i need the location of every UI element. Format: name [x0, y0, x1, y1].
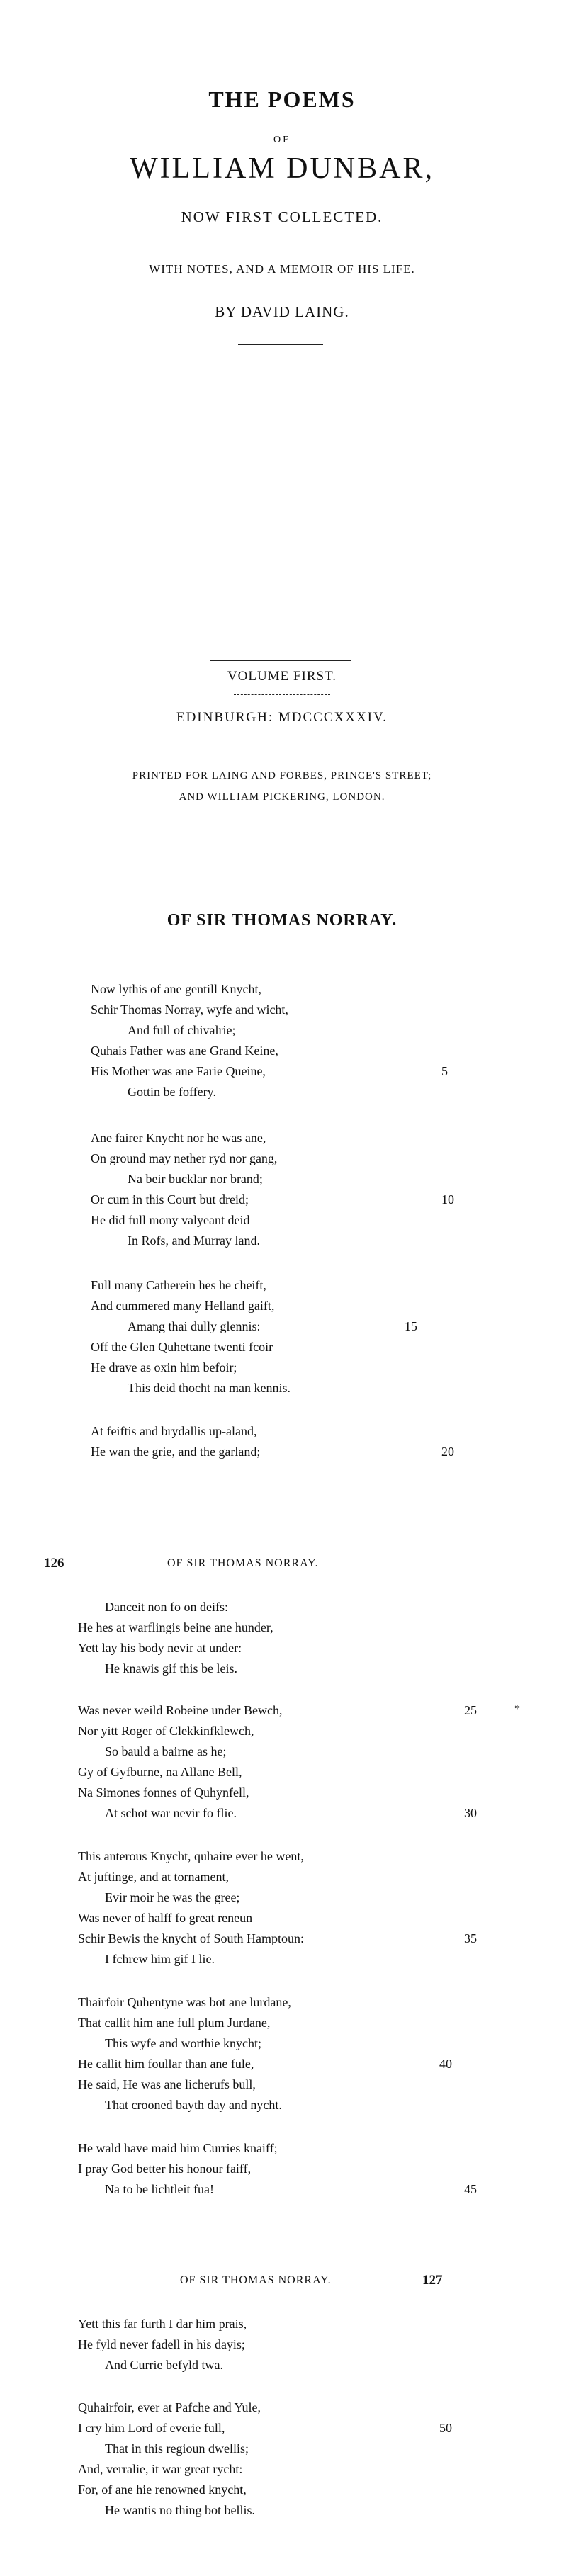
printer-line-1: PRINTED FOR LAING AND FORBES, PRINCE'S STREET; — [132, 770, 432, 781]
line-number: 50 — [439, 2421, 452, 2435]
poem-line: Na to be lichtleit fua! 45 — [78, 2179, 446, 2200]
poem-line: Schir Bewis the knycht of South Hamptoun: 35 — [78, 1928, 446, 1949]
poem-line: On ground may nether ryd nor gang, — [91, 1151, 278, 1165]
poem-line: Evir moir he was the gree; — [105, 1890, 240, 1904]
poem-line: Nor yitt Roger of Clekkinfklewch, — [78, 1724, 254, 1738]
poem-line: Na beir bucklar nor brand; — [128, 1172, 263, 1186]
volume-label: VOLUME FIRST. — [227, 669, 337, 684]
poem-line: At feiftis and brydallis up-aland, — [91, 1424, 257, 1438]
poem-line: That in this regioun dwellis; — [105, 2441, 249, 2456]
stanza-6 — [78, 1700, 477, 1824]
margin-mark: * — [514, 1703, 520, 1715]
poem-line: Or cum in this Court but dreid; 10 — [91, 1190, 459, 1210]
printer-line-2: AND WILLIAM PICKERING, LONDON. — [179, 791, 385, 803]
book-author: WILLIAM DUNBAR, — [130, 152, 434, 185]
poem-line: He fyld never fadell in his dayis; — [78, 2337, 245, 2351]
poem-line: I cry him Lord of everie full, 50 — [78, 2418, 446, 2439]
running-header-127: OF SIR THOMAS NORRAY. — [180, 2274, 332, 2286]
poem-title: OF SIR THOMAS NORRAY. — [167, 911, 397, 930]
stanza-7 — [78, 1846, 477, 1970]
line-number: 5 — [441, 1064, 448, 1078]
poem-line: And, verralie, it war great rycht: — [78, 2462, 243, 2476]
poem-line: Was never of halff fo great reneun — [78, 1911, 253, 1925]
poem-line: And Currie befyld twa. — [105, 2358, 223, 2372]
stanza-5 — [78, 1597, 446, 1679]
poem-line: He callit him foullar than ane fule, 40 — [78, 2054, 446, 2074]
poem-line: For, of ane hie renowned knycht, — [78, 2482, 247, 2497]
page-number-127: 127 — [422, 2273, 443, 2288]
line-number: 35 — [464, 1931, 477, 1945]
poem-line: Yett this far furth I dar him prais, — [78, 2317, 247, 2331]
poem-line: At schot war nevir fo flie. 30 — [78, 1803, 446, 1824]
poem-line: Amang thai dully glennis: 15 — [91, 1316, 459, 1337]
line-number: 25 — [464, 1703, 477, 1717]
poem-line: Thairfoir Quhentyne was bot ane lurdane, — [78, 1995, 291, 2009]
line-number: 45 — [464, 2182, 477, 2196]
line-number: 10 — [441, 1192, 454, 1207]
stanza-8 — [78, 1992, 452, 2115]
printer-info — [0, 765, 564, 808]
poem-line: His Mother was ane Farie Queine, 5 — [91, 1061, 459, 1082]
stanza-11 — [78, 2397, 452, 2521]
poem-line: At juftinge, and at tornament, — [78, 1870, 229, 1884]
poem-line: Gottin be foffery. — [128, 1085, 216, 1099]
book-collected: NOW FIRST COLLECTED. — [181, 208, 383, 225]
stanza-4 — [91, 1421, 459, 1462]
volume-rule-bottom — [234, 694, 330, 695]
poem-line: Schir Thomas Norray, wyfe and wicht, — [91, 1002, 288, 1017]
poem-line: This wyfe and worthie knycht; — [105, 2036, 261, 2050]
volume-rule-top — [210, 660, 351, 661]
stanza-9 — [78, 2138, 477, 2200]
book-title: THE POEMS — [208, 86, 356, 112]
title-divider — [238, 344, 323, 345]
poem-line: This anterous Knycht, quhaire ever he went, — [78, 1849, 304, 1863]
poem-line: He drave as oxin him befoir; — [91, 1360, 237, 1374]
line-number: 30 — [464, 1806, 477, 1820]
poem-line: This deid thocht na man kennis. — [128, 1381, 291, 1395]
poem-line: He wantis no thing bot bellis. — [105, 2503, 255, 2517]
poem-line: He wald have maid him Curries knaiff; — [78, 2141, 278, 2155]
stanza-10 — [78, 2314, 446, 2376]
line-number: 15 — [405, 1319, 417, 1333]
poem-line: Full many Catherein hes he cheift, — [91, 1278, 266, 1292]
poem-line: Na Simones fonnes of Quhynfell, — [78, 1785, 249, 1800]
book-notes-line: WITH NOTES, AND A MEMOIR OF HIS LIFE. — [149, 262, 415, 276]
poem-line: And full of chivalrie; — [128, 1023, 236, 1037]
poem-line: Quhais Father was ane Grand Keine, — [91, 1044, 278, 1058]
page-number-126: 126 — [44, 1556, 64, 1571]
poem-line: I pray God better his honour faiff, — [78, 2162, 252, 2176]
poem-line: So bauld a bairne as he; — [105, 1744, 227, 1758]
poem-line: Now lythis of ane gentill Knycht, — [91, 982, 261, 996]
poem-line: He knawis gif this be leis. — [105, 1661, 237, 1676]
poem-line: That crooned bayth day and nycht. — [105, 2098, 282, 2112]
poem-line: That callit him ane full plum Jurdane, — [78, 2016, 271, 2030]
poem-line: Yett lay his body nevir at under: — [78, 1641, 242, 1655]
poem-line: He did full mony valyeant deid — [91, 1213, 250, 1227]
poem-line: He wan the grie, and the garland; 20 — [91, 1442, 459, 1462]
poem-line: Danceit non fo on deifs: — [105, 1600, 228, 1614]
poem-line: Off the Glen Quhettane twenti fcoir — [91, 1340, 273, 1354]
book-title-of: OF — [273, 135, 291, 145]
running-header-126: OF SIR THOMAS NORRAY. — [167, 1557, 319, 1569]
poem-line: And cummered many Helland gaift, — [91, 1299, 275, 1313]
poem-line: He hes at warflingis beine ane hunder, — [78, 1620, 273, 1634]
poem-line: Quhairfoir, ever at Pafche and Yule, — [78, 2400, 261, 2414]
poem-line: Was never weild Robeine under Bewch, 25 — [78, 1700, 446, 1721]
poem-line: Ane fairer Knycht nor he was ane, — [91, 1131, 266, 1145]
imprint: EDINBURGH: MDCCCXXXIV. — [176, 710, 388, 725]
poem-line: Gy of Gyfburne, na Allane Bell, — [78, 1765, 242, 1779]
stanza-2 — [91, 1128, 459, 1251]
stanza-3 — [91, 1275, 459, 1399]
line-number: 40 — [439, 2057, 452, 2071]
poem-line: He said, He was ane licherufs bull, — [78, 2077, 256, 2091]
stanza-1 — [91, 979, 459, 1102]
poem-line: I fchrew him gif I lie. — [105, 1952, 215, 1966]
poem-line: In Rofs, and Murray land. — [128, 1233, 260, 1248]
line-number: 20 — [441, 1445, 454, 1459]
book-editor: BY DAVID LAING. — [215, 303, 349, 320]
